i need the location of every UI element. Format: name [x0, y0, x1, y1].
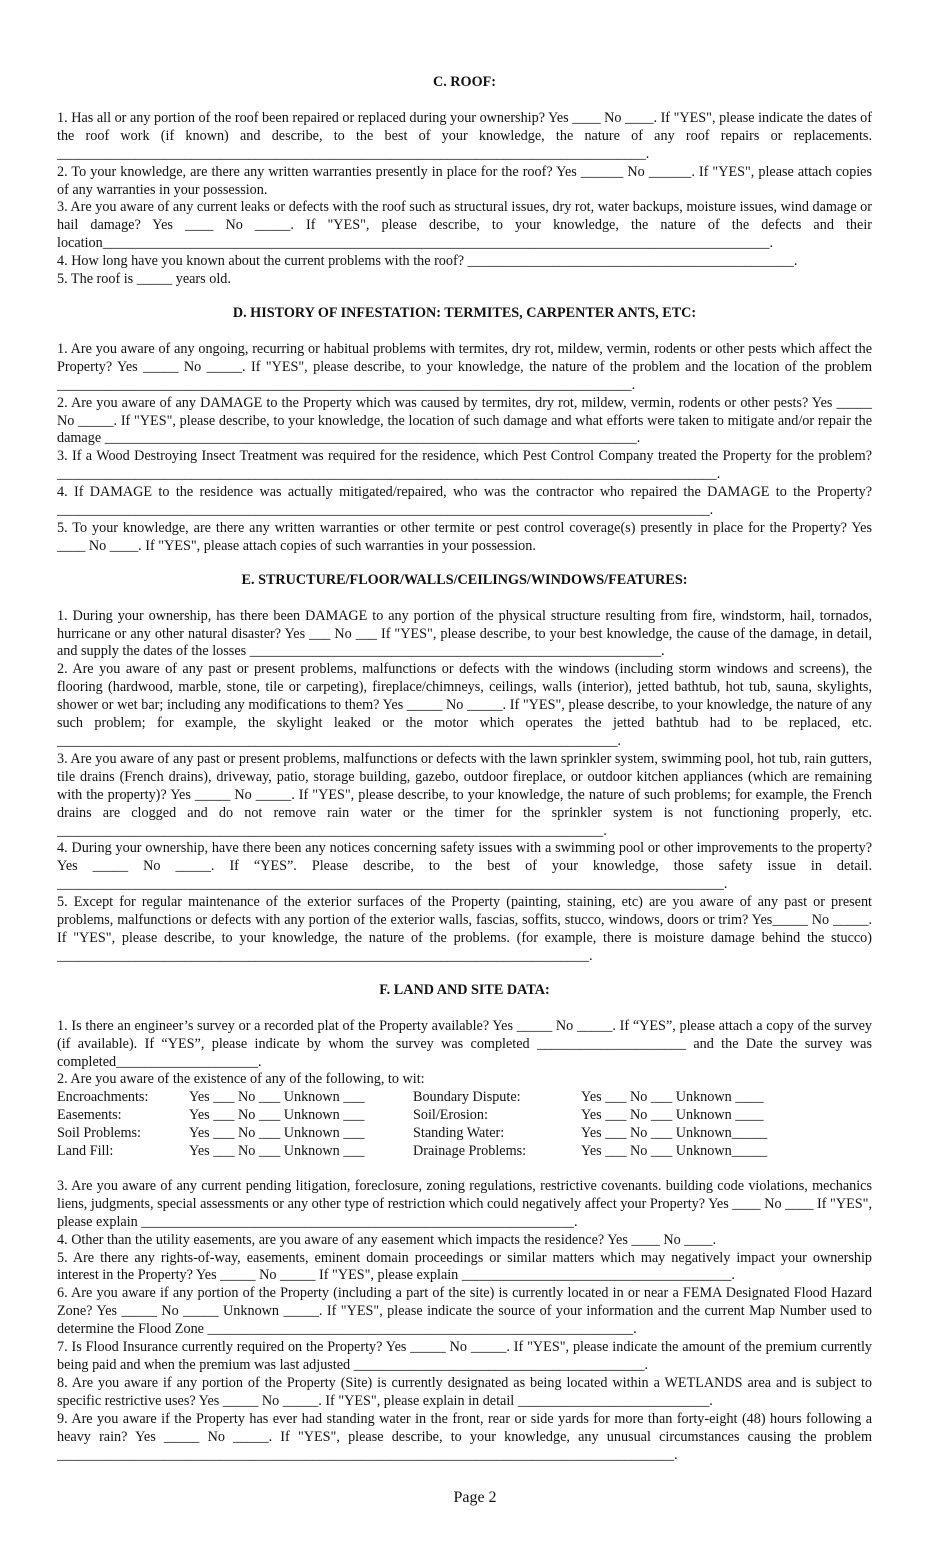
structure-question-2: 2. Are you aware of any past or present problems, malfunctions or defects with the windows (including storm windows and screens), the flooring (hardwood, marble, stone, tile or carpeting), fireplace/chimneys, ceilings, walls (interior), jetted bathtub, hot tub, sauna, skylights, shower or wet bar; including any modifications to them? Yes _____ No _____. If "YES", please describe, to your knowledge, the nature of any such problem; for example, the skylight leaked or the motor which operates the jetted bathtub had to be replaced, etc. _______________________________________________________________________________.: [57, 661, 872, 749]
section-roof: [57, 74, 872, 289]
land-question-5: 5. Are there any rights-of-way, easements, eminent domain proceedings or similar matters which may negatively impact your ownership interest in the Property? Yes _____ No _____ If "YES", please explain ______________________________________.: [57, 1249, 872, 1284]
structure-question-4: 4. During your ownership, have there been any notices concerning safety issues with a swimming pool or other improvements to the property? Yes _____ No _____. If “YES”. Please describe, to the best of your knowledge, those safety issue in detail. ______________________________________________________________________________________________.: [57, 840, 872, 893]
grid-label: Encroachments:: [57, 1089, 149, 1106]
infestation-question-5: 5. To your knowledge, are there any written warranties or other termite or pest control coverage(s) presently in place for the Property? Yes ____ No ____. If "YES", please attach copies of such warranties in your possession.: [57, 519, 872, 554]
infestation-question-3: 3. If a Wood Destroying Insect Treatment was required for the residence, which Pest Control Company treated the Property for the problem? _____________________________________________________________________________________________.: [57, 448, 872, 483]
land-question-3: 3. Are you aware of any current pending litigation, foreclosure, zoning regulations, restrictive covenants. building code violations, mechanics liens, judgments, special assessments or any other type of restriction which could negatively affect your Property? Yes ____ No ____ If "YES", please explain _____________________________________________________________.: [57, 1177, 872, 1230]
grid-answer: Yes ___ No ___ Unknown ____: [581, 1089, 764, 1106]
grid-label: Drainage Problems:: [413, 1143, 527, 1160]
grid-answer: Yes ___ No ___ Unknown ___: [189, 1143, 365, 1160]
grid-spacer: [57, 1161, 872, 1178]
grid-answer: Yes ___ No ___ Unknown ___: [189, 1107, 365, 1124]
section-structure: [57, 572, 872, 966]
section-infestation: [57, 305, 872, 556]
infestation-question-2: 2. Are you aware of any DAMAGE to the Property which was caused by termites, dry rot, mildew, vermin, rodents or other pests? Yes _____ No _____. If "YES", please describe, to your knowledge, the location of such damage and what efforts were taken to mitigate and/or repair the damage ___________________________________________________________________________.: [57, 394, 872, 447]
page-number: Page 2: [453, 1489, 497, 1506]
infestation-question-4: 4. If DAMAGE to the residence was actually mitigated/repaired, who was the contractor who repaired the DAMAGE to the Property? ____________________________________________________________________________________________.: [57, 484, 872, 519]
grid-label: Boundary Dispute:: [413, 1089, 521, 1106]
structure-question-3: 3. Are you aware of any past or present problems, malfunctions or defects with the lawn sprinkler system, swimming pool, hot tub, rain gutters, tile drains (French drains), driveway, patio, storage building, gazebo, outdoor fireplace, or outdoor kitchen appliances (which are remaining with the property)? Yes _____ No _____. If "YES", please describe, to your knowledge, the nature of such problems; for example, the French drains are clogged and do not remove rain water or the timer for the sprinkler system is not functioning properly, etc. _____________________________________________________________________________.: [57, 750, 872, 839]
grid-answer: Yes ___ No ___ Unknown ____: [581, 1107, 764, 1124]
structure-question-5: 5. Except for regular maintenance of the exterior surfaces of the Property (painting, staining, etc) are you aware of any past or present problems, malfunctions or defects with any portion of the exterior walls, fascias, soffits, stucco, windows, doors or trim? Yes_____ No _____. If "YES", please describe, to your knowledge, the nature of the problems. (for example, there is moisture damage behind the stucco) ___________________________________________________________________________.: [57, 894, 872, 964]
land-question-7: 7. Is Flood Insurance currently required on the Property? Yes _____ No _____. If "YES", please indicate the amount of the premium currently being paid and when the premium was last adjusted _________________________________________.: [57, 1339, 872, 1373]
roof-question-5: 5. The roof is _____ years old.: [57, 271, 231, 288]
grid-label: Easements:: [57, 1107, 122, 1124]
land-question-9: 9. Are you aware if the Property has ever had standing water in the front, rear or side yards for more than forty-eight (48) hours following a heavy rain? Yes _____ No _____. If "YES", please describe, to your knowledge, any unusual circumstances causing the problem _______________________________________________________________________________________.: [57, 1410, 872, 1463]
grid-label: Land Fill:: [57, 1143, 114, 1160]
grid-label: Soil/Erosion:: [413, 1107, 488, 1124]
grid-label: Standing Water:: [413, 1125, 505, 1142]
roof-question-4: 4. How long have you known about the current problems with the roof? ______________________________________________.: [57, 253, 798, 270]
grid-answer: Yes ___ No ___ Unknown ___: [189, 1089, 365, 1106]
section-title-land: F. LAND AND SITE DATA:: [379, 981, 550, 998]
land-conditions-grid: [57, 1089, 872, 1161]
land-question-8: 8. Are you aware if any portion of the Property (Site) is currently designated as being located within a WETLANDS area and is subject to specific restrictive uses? Yes _____ No _____. If "YES", please explain in detail ___________________________.: [57, 1374, 872, 1409]
land-question-2: 2. Are you aware of the existence of any of the following, to wit:: [57, 1071, 425, 1088]
section-title-roof: C. ROOF:: [432, 74, 497, 90]
land-question-4: 4. Other than the utility easements, are you aware of any easement which impacts the residence? Yes ____ No ____.: [57, 1231, 717, 1248]
grid-answer: Yes ___ No ___ Unknown ___: [189, 1125, 365, 1142]
infestation-question-1: 1. Are you aware of any ongoing, recurring or habitual problems with termites, dry rot, mildew, vermin, rodents or other pests which affect the Property? Yes _____ No _____. If "YES", please describe, to your knowledge, the nature of the problem and the location of the problem _________________________________________________________________________________.: [57, 340, 872, 393]
roof-question-2: 2. To your knowledge, are there any written warranties presently in place for the roof? Yes ______ No ______. If "YES", please attach copies of any warranties in your possession.: [57, 163, 872, 198]
grid-answer: Yes ___ No ___ Unknown_____: [581, 1143, 768, 1160]
roof-question-1: 1. Has all or any portion of the roof been repaired or replaced during your ownership? Yes ____ No ____. If "YES", please indicate the dates of the roof work (if known) and describe, to the best of your knowledge, the nature of any roof repairs or replacements. ___________________________________________________________________________________.: [57, 109, 872, 162]
grid-label: Soil Problems:: [57, 1125, 141, 1142]
land-question-1: 1. Is there an engineer’s survey or a recorded plat of the Property available? Yes _____ No _____. If “YES”, please attach a copy of the survey (if available). If “YES”, please indicate by whom the survey was completed _____________________ and the Date the survey was completed____________________.: [57, 1017, 872, 1070]
structure-question-1: 1. During your ownership, has there been DAMAGE to any portion of the physical structure resulting from fire, windstorm, hail, tornados, hurricane or any other natural disaster? Yes ___ No ___ If "YES", please describe, to your best knowledge, the cause of the damage, in detail, and supply the dates of the losses __________________________________________________________.: [57, 607, 872, 660]
section-title-infestation: D. HISTORY OF INFESTATION: TERMITES, CARPENTER ANTS, ETC:: [232, 304, 697, 321]
roof-question-3: 3. Are you aware of any current leaks or defects with the roof such as structural issues, dry rot, water backups, moisture issues, wind damage or hail damage? Yes ____ No _____. If "YES", please describe, to your knowledge, the nature of the defects and their location______________________________________________________________________________________________.: [57, 199, 872, 252]
section-land: [57, 982, 872, 1465]
land-question-6: 6. Are you aware if any portion of the Property (including a part of the site) is currently located in or near a FEMA Designated Flood Hazard Zone? Yes _____ No _____ Unknown _____. If "YES", please indicate the source of your information and the current Map Number used to determine the Flood Zone ____________________________________________________________.: [57, 1285, 872, 1338]
grid-answer: Yes ___ No ___ Unknown_____: [581, 1125, 768, 1142]
section-title-structure: E. STRUCTURE/FLOOR/WALLS/CEILINGS/WINDOWS/FEATURES:: [241, 571, 688, 588]
